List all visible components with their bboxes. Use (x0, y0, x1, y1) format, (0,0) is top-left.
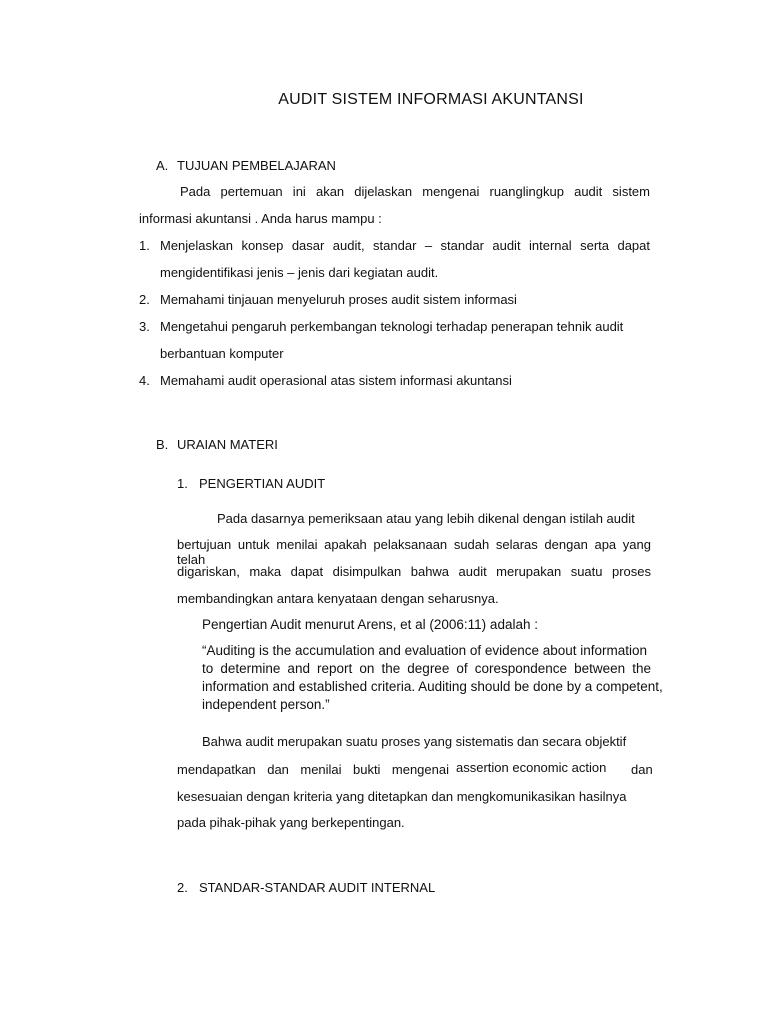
quote-line: independent person.” (202, 697, 330, 712)
paragraph-line: Bahwa audit merupakan suatu proses yang sistematis dan secara objektif (202, 734, 627, 749)
list-item-text-continued: mengidentifikasi jenis – jenis dari kegiatan audit. (160, 265, 439, 280)
list-item-text: Mengetahui pengaruh perkembangan teknologi terhadap penerapan tehnik audit (160, 319, 624, 334)
section-a-marker: A. (156, 158, 169, 173)
section-a-intro-line1: Pada pertemuan ini akan dijelaskan mengenai ruanglingkup audit sistem (180, 184, 650, 199)
list-item-number: 3. (139, 319, 150, 334)
paragraph-line: membandingkan antara kenyataan dengan seharusnya. (177, 591, 499, 606)
subsection-2-marker: 2. (177, 880, 188, 895)
paragraph-line: Pada dasarnya pemeriksaan atau yang lebih dikenal dengan istilah audit (217, 511, 635, 526)
paragraph-line: dan (631, 762, 653, 777)
inline-term: assertion economic action (456, 760, 607, 775)
section-b-marker: B. (156, 437, 169, 452)
subsection-1-heading: PENGERTIAN AUDIT (199, 476, 326, 491)
quote-line: “Auditing is the accumulation and evaluation of evidence about information (202, 643, 648, 658)
paragraph-line: kesesuaian dengan kriteria yang ditetapkan dan mengkomunikasikan hasilnya (177, 789, 627, 804)
list-item-text: Menjelaskan konsep dasar audit, standar – standar audit internal serta dapat (160, 238, 650, 253)
list-item-number: 2. (139, 292, 150, 307)
quote-line: to determine and report on the degree of corespondence between the (202, 661, 651, 676)
subsection-2-heading: STANDAR-STANDAR AUDIT INTERNAL (199, 880, 436, 895)
subsection-1-marker: 1. (177, 476, 188, 491)
list-item-text: Memahami tinjauan menyeluruh proses audit sistem informasi (160, 292, 517, 307)
list-item-number: 1. (139, 238, 150, 253)
quote-line: information and established criteria. Auditing should be done by a competent, (202, 679, 663, 694)
section-a-heading: TUJUAN PEMBELAJARAN (177, 158, 336, 173)
definition-intro: Pengertian Audit menurut Arens, et al (2006:11) adalah : (202, 617, 538, 632)
section-b-heading: URAIAN MATERI (177, 437, 278, 452)
paragraph-line: mendapatkan dan menilai bukti mengenai (177, 762, 449, 777)
list-item-number: 4. (139, 373, 150, 388)
list-item-text: Memahami audit operasional atas sistem informasi akuntansi (160, 373, 512, 388)
section-a-intro-line2: informasi akuntansi . Anda harus mampu : (139, 211, 382, 226)
list-item-text-continued: berbantuan komputer (160, 346, 284, 361)
paragraph-line: bertujuan untuk menilai apakah pelaksanaan sudah selaras dengan apa yang telah (177, 537, 651, 567)
paragraph-line: digariskan, maka dapat disimpulkan bahwa audit merupakan suatu proses (177, 564, 651, 579)
document-title: AUDIT SISTEM INFORMASI AKUNTANSI (278, 91, 584, 108)
paragraph-line: pada pihak-pihak yang berkepentingan. (177, 815, 405, 830)
